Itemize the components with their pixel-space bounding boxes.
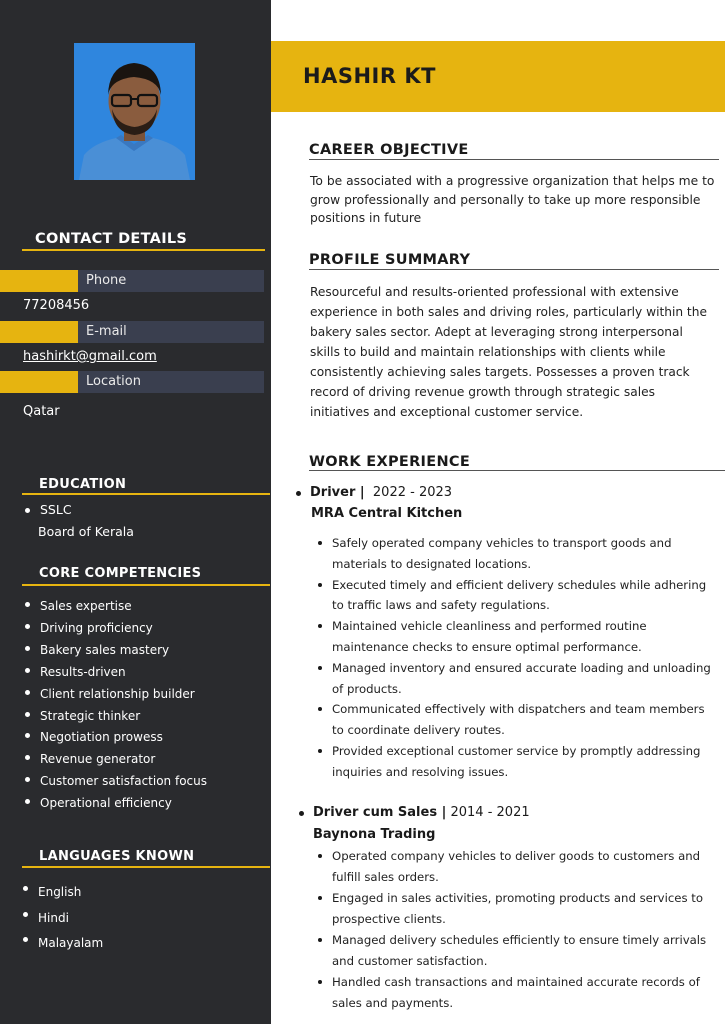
job-2-title: Driver cum Sales | <box>313 805 447 820</box>
location-value: Qatar <box>23 404 60 419</box>
duty-item: Engaged in sales activities, promoting products and services to prospective clients. <box>332 888 717 930</box>
phone-value: 77208456 <box>23 298 90 313</box>
email-label-bar <box>0 321 264 343</box>
job-1-title: Driver | <box>310 485 365 500</box>
duty-item: Safely operated company vehicles to transport goods and materials to designated locations. <box>332 533 717 575</box>
competencies-list <box>23 596 207 815</box>
competency-item: Customer satisfaction focus <box>23 771 207 793</box>
job-2-duties <box>332 846 717 1014</box>
competency-item: Sales expertise <box>23 596 207 618</box>
competency-item: Strategic thinker <box>23 706 207 728</box>
summary-rule <box>309 269 719 270</box>
job-2-period: 2014 - 2021 <box>450 805 530 820</box>
contact-rule <box>22 249 265 251</box>
competency-item: Revenue generator <box>23 749 207 771</box>
objective-rule <box>309 159 719 160</box>
languages-rule <box>22 866 270 868</box>
education-board: Board of Kerala <box>38 524 134 539</box>
candidate-name: HASHIR KT <box>303 64 436 88</box>
job-1-period: 2022 - 2023 <box>372 485 453 500</box>
phone-label: Phone <box>86 273 127 288</box>
languages-heading: LANGUAGES KNOWN <box>39 849 195 864</box>
sidebar <box>0 0 271 1024</box>
competencies-rule <box>22 584 270 586</box>
objective-text: To be associated with a progressive organization that helps me to grow professionally and personally to take up more responsible positions in future <box>310 174 715 225</box>
competency-item: Client relationship builder <box>23 684 207 706</box>
language-item: Hindi <box>21 906 103 932</box>
experience-heading: WORK EXPERIENCE <box>309 454 471 470</box>
competencies-heading: CORE COMPETENCIES <box>39 566 202 581</box>
duty-item: Communicated effectively with dispatchers and team members to coordinate delivery routes. <box>332 699 717 741</box>
summary-heading: PROFILE SUMMARY <box>309 252 471 268</box>
location-label: Location <box>86 374 141 389</box>
language-item: English <box>21 880 103 906</box>
profile-photo <box>74 43 195 180</box>
job-2-header <box>313 805 530 820</box>
job-1-duties <box>332 533 717 783</box>
job-1-header <box>310 485 452 500</box>
competency-item: Results-driven <box>23 662 207 684</box>
duty-item: Provided exceptional customer service by promptly addressing inquiries and resolving issues. <box>332 741 717 783</box>
language-item: Malayalam <box>21 931 103 957</box>
email-label: E-mail <box>86 324 127 339</box>
duty-item: Handled cash transactions and maintained accurate records of sales and payments. <box>332 972 717 1014</box>
experience-rule <box>309 470 725 471</box>
phone-label-bar <box>0 270 264 292</box>
competency-item: Driving proficiency <box>23 618 207 640</box>
education-heading: EDUCATION <box>39 477 127 492</box>
duty-item: Managed delivery schedules efficiently to ensure timely arrivals and customer satisfaction. <box>332 930 717 972</box>
education-rule <box>22 493 270 495</box>
competency-item: Bakery sales mastery <box>23 640 207 662</box>
education-list <box>23 502 72 517</box>
education-degree: SSLC <box>23 502 72 517</box>
summary-text: Resourceful and results-oriented professional with extensive experience in both sales and driving roles, particularly within the bakery sales sector. Adept at leveraging strong interpersonal skills to build and maintain relationships with clients while consistently achieving sales targets. Possesses a proven track record of driving revenue growth through strategic sales initiatives and exceptional customer service. <box>310 285 707 419</box>
competency-item: Operational efficiency <box>23 793 207 815</box>
objective-heading: CAREER OBJECTIVE <box>309 142 469 158</box>
email-tab <box>0 321 78 343</box>
duty-item: Managed inventory and ensured accurate loading and unloading of products. <box>332 658 717 700</box>
languages-list <box>21 880 103 957</box>
duty-item: Operated company vehicles to deliver goods to customers and fulfill sales orders. <box>332 846 717 888</box>
phone-tab <box>0 270 78 292</box>
job-1-company: MRA Central Kitchen <box>311 506 463 521</box>
duty-item: Executed timely and efficient delivery schedules while adhering to traffic laws and safety regulations. <box>332 575 717 617</box>
duty-item: Maintained vehicle cleanliness and performed routine maintenance checks to ensure optimal performance. <box>332 616 717 658</box>
location-tab <box>0 371 78 393</box>
email-link[interactable]: hashirkt@gmail.com <box>23 349 157 364</box>
location-label-bar <box>0 371 264 393</box>
competency-item: Negotiation prowess <box>23 727 207 749</box>
contact-heading: CONTACT DETAILS <box>35 231 188 247</box>
job-2-company: Baynona Trading <box>313 827 436 842</box>
